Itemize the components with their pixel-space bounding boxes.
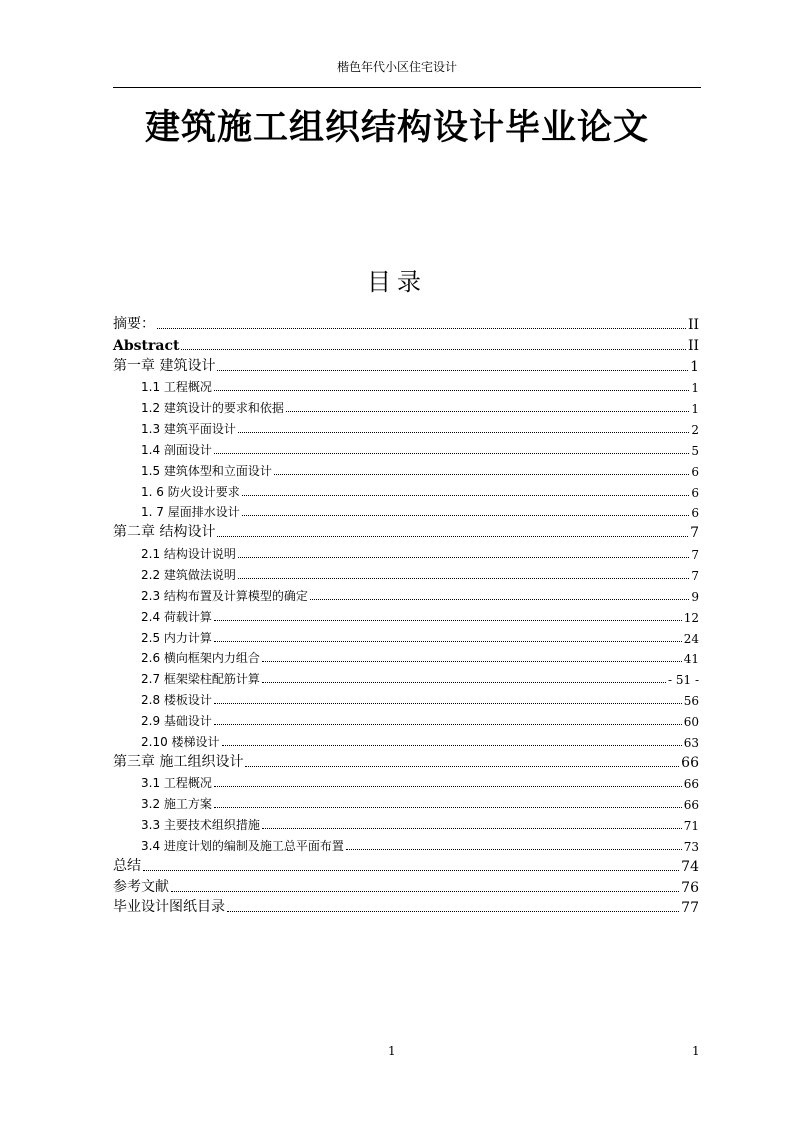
toc-entry-label: 参考文献 [113, 878, 169, 895]
toc-entry-label: 2.6 横向框架内力组合 [141, 651, 260, 666]
toc-entry-page: 63 [683, 735, 699, 750]
toc-entry-label: 3.2 施工方案 [141, 797, 212, 812]
toc-entry-page: 2 [691, 423, 699, 438]
toc-entry[interactable] [113, 833, 699, 854]
toc-dot-leader [274, 474, 689, 475]
toc-entry-label: 2.9 基础设计 [141, 713, 212, 728]
toc-entry-label: 1.5 建筑体型和立面设计 [141, 463, 272, 478]
toc-entry[interactable] [113, 687, 699, 708]
toc-entry-page: 7 [690, 525, 699, 542]
toc-entry-page: 7 [691, 568, 699, 583]
toc-dot-leader [238, 557, 689, 558]
toc-entry-page: 41 [683, 652, 699, 667]
toc-entry[interactable] [113, 395, 699, 416]
toc-entry-label: 2.10 楼梯设计 [141, 734, 220, 749]
toc-dot-leader [214, 807, 682, 808]
toc-entry[interactable] [113, 416, 699, 437]
toc-entry-page: 12 [683, 610, 699, 625]
toc-entry-page: 56 [683, 694, 699, 709]
footer-page-number-right: 1 [692, 1044, 700, 1058]
toc-entry-page: 6 [691, 464, 699, 479]
toc-entry-label: 2.3 结构布置及计算模型的确定 [141, 588, 308, 603]
toc-entry[interactable] [113, 312, 699, 333]
toc-entry[interactable] [113, 604, 699, 625]
toc-entry-label: 1. 7 屋面排水设计 [141, 505, 240, 520]
toc-entry-label: 2.5 内力计算 [141, 630, 212, 645]
toc-entry-label: 第三章 施工组织设计 [113, 753, 244, 770]
toc-dot-leader [171, 891, 679, 892]
toc-entry[interactable] [113, 666, 699, 687]
toc-entry-page: 1 [690, 358, 699, 375]
toc-entry-page: 5 [691, 443, 699, 458]
toc-dot-leader [346, 849, 682, 850]
toc-dot-leader [242, 495, 690, 496]
toc-entry-label: 1.3 建筑平面设计 [141, 422, 236, 437]
toc-entry[interactable] [113, 437, 699, 458]
toc-entry-page: 1 [691, 402, 699, 417]
toc-entry[interactable] [113, 354, 699, 375]
toc-entry[interactable] [113, 458, 699, 479]
toc-entry-page: 74 [681, 858, 699, 875]
toc-dot-leader [286, 411, 689, 412]
toc-dot-leader [222, 745, 682, 746]
toc-dot-leader [245, 766, 679, 767]
toc-entry[interactable] [113, 646, 699, 667]
toc-entry-label: 第一章 建筑设计 [113, 357, 216, 374]
toc-entry[interactable] [113, 854, 699, 875]
toc-entry-label: 1. 6 防火设计要求 [141, 484, 240, 499]
table-of-contents [113, 312, 699, 916]
toc-entry-label: 毕业设计图纸目录 [113, 899, 225, 916]
toc-entry-page: 9 [691, 589, 699, 604]
toc-dot-leader [214, 703, 682, 704]
toc-entry-page: 24 [683, 631, 699, 646]
toc-dot-leader [143, 870, 679, 871]
toc-entry-label: 3.3 主要技术组织措施 [141, 818, 260, 833]
toc-entry[interactable] [113, 812, 699, 833]
toc-entry-label: 1.2 建筑设计的要求和依据 [141, 401, 284, 416]
toc-entry-page: 71 [683, 819, 699, 834]
toc-dot-leader [214, 641, 682, 642]
toc-entry-label: 2.7 框架梁柱配筋计算 [141, 672, 260, 687]
toc-entry-label: 3.4 进度计划的编制及施工总平面布置 [141, 838, 344, 853]
toc-entry[interactable] [113, 791, 699, 812]
toc-entry-page: 6 [691, 506, 699, 521]
toc-entry[interactable] [113, 750, 699, 771]
toc-dot-leader [227, 911, 679, 912]
toc-dot-leader [214, 453, 689, 454]
toc-dot-leader [214, 390, 689, 391]
running-header: 楷色年代小区住宅设计 [336, 60, 457, 74]
toc-entry-page: II [687, 316, 699, 333]
toc-entry-page: - 51 - [667, 673, 699, 688]
toc-entry-page: 77 [681, 900, 699, 917]
toc-entry-label: 3.1 工程概况 [141, 776, 212, 791]
toc-entry[interactable] [113, 375, 699, 396]
toc-entry[interactable] [113, 875, 699, 896]
toc-entry-label: 2.8 楼板设计 [141, 693, 212, 708]
toc-entry-label: 2.4 荷载计算 [141, 609, 212, 624]
toc-entry[interactable] [113, 500, 699, 521]
toc-entry[interactable] [113, 729, 699, 750]
toc-entry[interactable] [113, 896, 699, 917]
toc-entry-page: 76 [681, 879, 699, 896]
toc-entry-label: 1.4 剖面设计 [141, 442, 212, 457]
toc-dot-leader [157, 328, 686, 329]
toc-dot-leader [262, 828, 682, 829]
toc-entry-label: 2.2 建筑做法说明 [141, 567, 236, 582]
toc-entry[interactable] [113, 771, 699, 792]
toc-entry[interactable] [113, 541, 699, 562]
toc-dot-leader [262, 661, 682, 662]
toc-entry-page: 60 [683, 714, 699, 729]
toc-entry[interactable] [113, 708, 699, 729]
toc-entry-page: 66 [681, 754, 699, 771]
toc-entry[interactable] [113, 562, 699, 583]
toc-dot-leader [217, 370, 688, 371]
toc-entry[interactable] [113, 333, 699, 354]
toc-entry-page: II [687, 337, 699, 354]
toc-dot-leader [214, 724, 682, 725]
toc-dot-leader [310, 599, 689, 600]
toc-entry-page: 6 [691, 485, 699, 500]
toc-dot-leader [181, 349, 685, 350]
toc-dot-leader [238, 578, 689, 579]
toc-entry-page: 66 [683, 798, 699, 813]
toc-dot-leader [217, 536, 688, 537]
toc-entry-label: 1.1 工程概况 [141, 380, 212, 395]
toc-dot-leader [262, 682, 666, 683]
toc-entry[interactable] [113, 583, 699, 604]
toc-entry-label: 2.1 结构设计说明 [141, 547, 236, 562]
toc-entry-page: 73 [683, 839, 699, 854]
toc-entry-page: 7 [691, 548, 699, 563]
footer-page-number: 1 [388, 1044, 396, 1058]
toc-dot-leader [214, 620, 682, 621]
toc-entry-label: 总结 [113, 857, 141, 874]
toc-dot-leader [242, 515, 690, 516]
toc-entry-label: Abstract [113, 337, 180, 354]
toc-entry-page: 66 [683, 777, 699, 792]
header-rule [113, 87, 701, 88]
toc-entry[interactable] [113, 520, 699, 541]
toc-entry[interactable] [113, 479, 699, 500]
toc-dot-leader [238, 432, 689, 433]
document-title: 建筑施工组织结构设计毕业论文 [144, 108, 649, 148]
toc-entry[interactable] [113, 625, 699, 646]
toc-entry-label: 摘要： [113, 315, 155, 332]
toc-dot-leader [214, 786, 682, 787]
toc-entry-label: 第二章 结构设计 [113, 524, 216, 541]
toc-heading: 目录 [367, 268, 427, 296]
toc-entry-page: 1 [691, 381, 699, 396]
